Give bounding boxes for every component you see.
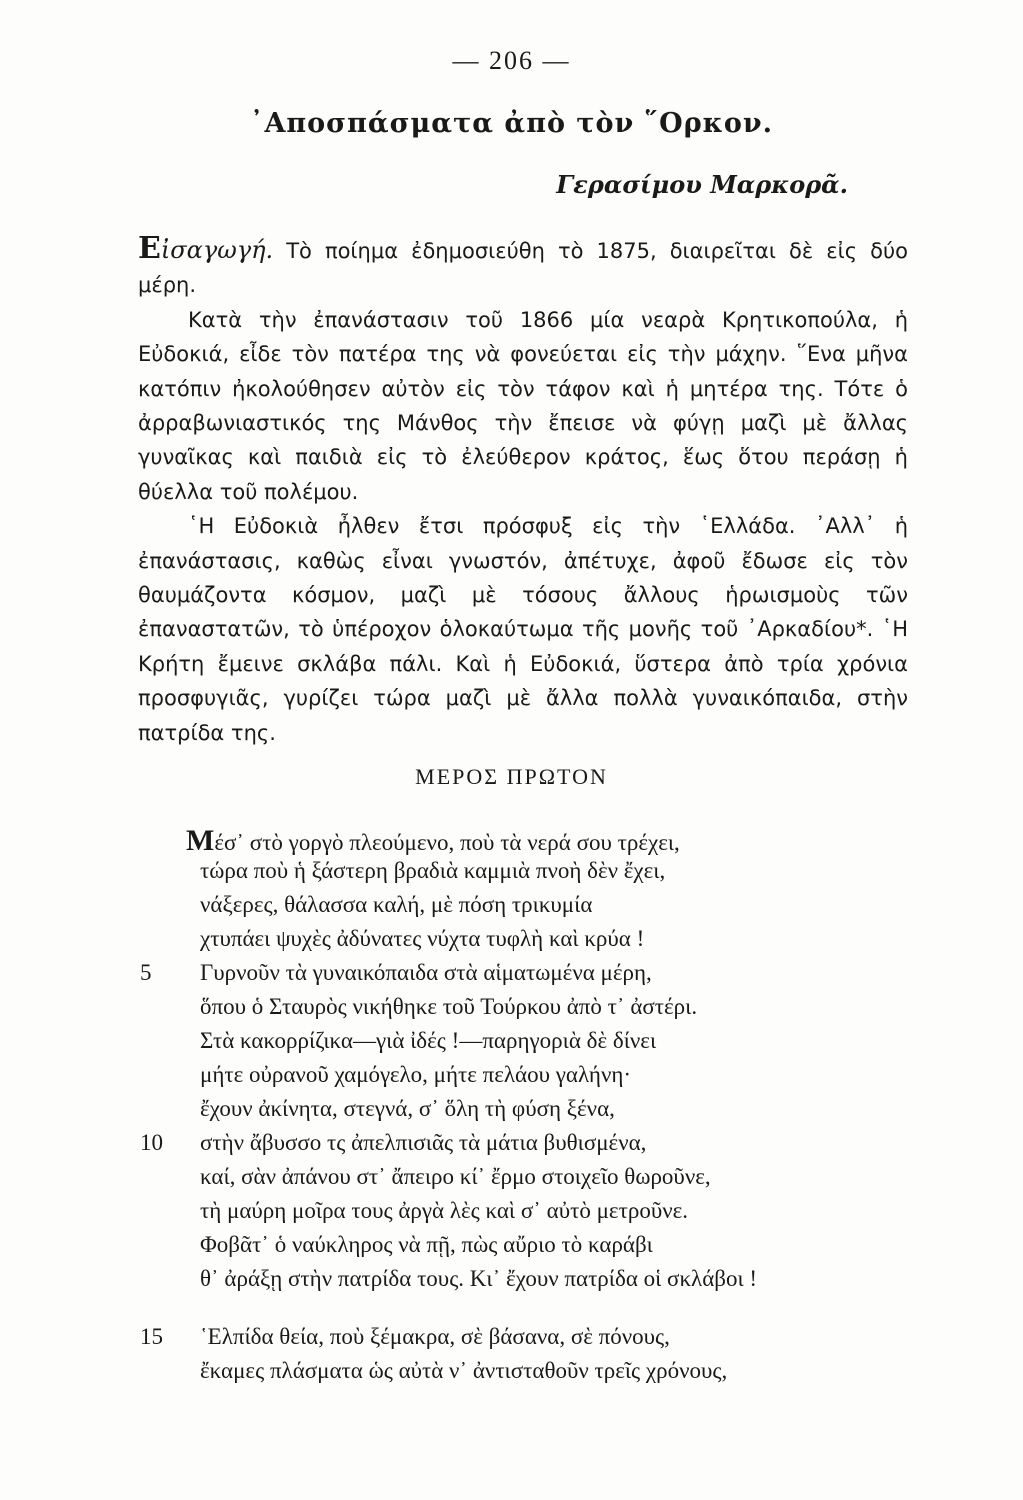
introduction	[138, 232, 908, 750]
page-number: — 206 —	[452, 46, 571, 75]
verse-line	[0, 994, 1023, 1028]
verse-text: Στὰ κακορρίζικα—γιὰ ἰδές !—παρηγοριὰ δὲ δίνει	[200, 1028, 657, 1053]
intro-label-initial: Ε	[138, 231, 161, 266]
section-heading: ΜΕΡΟΣ ΠΡΩΤΟΝ	[415, 764, 608, 789]
verse-line	[0, 926, 1023, 960]
verse-text: καί, σὰν ἀπάνου στ᾿ ἄπειρο κί᾿ ἔρμο στοιχεῖο θωροῦνε,	[200, 1164, 711, 1189]
verse-line	[0, 892, 1023, 926]
verse-line	[0, 1062, 1023, 1096]
verse-text: τώρα ποὺ ἡ ξάστερη βραδιὰ καμμιὰ πνοὴ δὲν ἔχει,	[200, 858, 666, 883]
verse-line	[0, 858, 1023, 892]
verse-line	[0, 1358, 1023, 1392]
verse-text: μήτε οὐρανοῦ χαμόγελο, μήτε πελάου γαλήνη·	[200, 1062, 632, 1087]
verse-text: θ᾿ ἀράξῃ στὴν πατρίδα τους. Κι᾿ ἔχουν πατρίδα οἱ σκλάβοι !	[200, 1266, 758, 1291]
verse-line	[0, 1096, 1023, 1130]
verse-text: Γυρνοῦν τὰ γυναικόπαιδα στὰ αἱματωμένα μέρη,	[200, 960, 652, 985]
verse-text: ἔκαμες πλάσματα ὡς αὐτὰ ν᾿ ἀντισταθοῦν τρεῖς χρόνους,	[200, 1358, 728, 1383]
verse-line	[0, 1266, 1023, 1300]
verse-text: χτυπάει ψυχὲς ἀδύνατες νύχτα τυφλὴ καὶ κρύα !	[200, 926, 645, 951]
verse-text: ῾Ελπίδα θεία, ποὺ ξέμακρα, σὲ βάσανα, σὲ πόνους,	[200, 1324, 670, 1349]
dropcap: Μ	[186, 824, 215, 857]
line-number: 10	[140, 1130, 163, 1155]
verse-line	[0, 1232, 1023, 1266]
poem-title: ᾿Αποσπάσματα ἀπὸ τὸν ῞Ορκον.	[249, 108, 774, 139]
intro-label-rest: ἰσαγωγή.	[160, 236, 274, 264]
author-name: Γερασίμου Μαρκορᾶ.	[556, 170, 848, 199]
verse-text: Φοβᾶτ᾿ ὁ ναύκληρος νὰ πῇ, πὼς αὔριο τὸ καράβι	[200, 1232, 653, 1257]
verse-line	[0, 960, 1023, 994]
verse-line	[0, 824, 1023, 858]
verse-text: στὴν ἄβυσσο τς ἀπελπισιᾶς τὰ μάτια βυθισμένα,	[200, 1130, 647, 1155]
verse-text: νάξερες, θάλασσα καλή, μὲ πόση τρικυμία	[200, 892, 593, 917]
intro-paragraph-3: ῾Η Εὐδοκιὰ ἦλθεν ἔτσι πρόσφυξ εἰς τὴν ῾Ελλάδα. ᾿Αλλ᾿ ἡ ἐπανάστασις, καθὼς εἶναι γνωστόν, ἀπέτυχε, ἀφοῦ ἔδωσε εἰς τὸν θαυμάζοντα κόσμον, μαζὶ μὲ τόσους ἄλλους ἡρωισμοὺς τῶν ἐπαναστατῶν, τὸ ὑπέροχον ὁλοκαύτωμα τῆς μονῆς τοῦ ᾿Αρκαδίου*. ῾Η Κρήτη ἔμεινε σκλάβα πάλι. Καὶ ἡ Εὐδοκιά, ὕστερα ἀπὸ τρία χρόνια προσφυγιᾶς, γυρίζει τώρα μαζὶ μὲ ἄλλα πολλὰ γυναικόπαιδα, στὴν πατρίδα της.	[138, 514, 908, 745]
line-number: 15	[140, 1324, 163, 1349]
verse-text: τὴ μαύρη μοῖρα τους ἀργὰ λὲς καὶ σ᾿ αὐτὸ μετροῦνε.	[200, 1198, 689, 1223]
verse-text: ὅπου ὁ Σταυρὸς νικήθηκε τοῦ Τούρκου ἀπὸ τ᾿ ἀστέρι.	[200, 994, 698, 1019]
intro-label	[138, 231, 274, 266]
verse-line	[0, 1130, 1023, 1164]
verse-text-rest: έσ᾿ στὸ γοργὸ πλεούμενο, ποὺ τὰ νερά σου τρέχει,	[214, 830, 680, 855]
line-number: 5	[140, 960, 152, 985]
intro-paragraph-1-text: Τὸ ποίημα ἐδημοσιεύθη τὸ 1875, διαιρεῖται δὲ εἰς δύο μέρη.	[138, 239, 908, 298]
verse-line	[0, 1198, 1023, 1232]
verse-text: ἔχουν ἀκίνητα, στεγνά, σ᾿ ὅλη τὴ φύση ξένα,	[200, 1096, 615, 1121]
verse-line	[0, 1164, 1023, 1198]
intro-paragraph-1	[138, 232, 908, 303]
verse-line	[0, 1324, 1023, 1358]
verse-text	[186, 824, 680, 858]
intro-paragraph-2: Κατὰ τὴν ἐπανάστασιν τοῦ 1866 μία νεαρὰ Κρητικοπούλα, ἡ Εὐδοκιά, εἶδε τὸν πατέρα της νὰ φονεύεται εἰς τὴν μάχην. ῞Ενα μῆνα κατόπιν ἠκολούθησεν αὐτὸν εἰς τὸν τάφον καὶ ἡ μητέρα της. Τότε ὁ ἀρραβωνιαστικός της Μάνθος τὴν ἔπεισε νὰ φύγῃ μαζὶ μὲ ἄλλας γυναῖκας καὶ παιδιὰ εἰς τὸ ἐλεύθερον κράτος, ἕως ὅτου περάσῃ ἡ θύελλα τοῦ πολέμου.	[138, 307, 908, 504]
verse-line	[0, 1028, 1023, 1062]
